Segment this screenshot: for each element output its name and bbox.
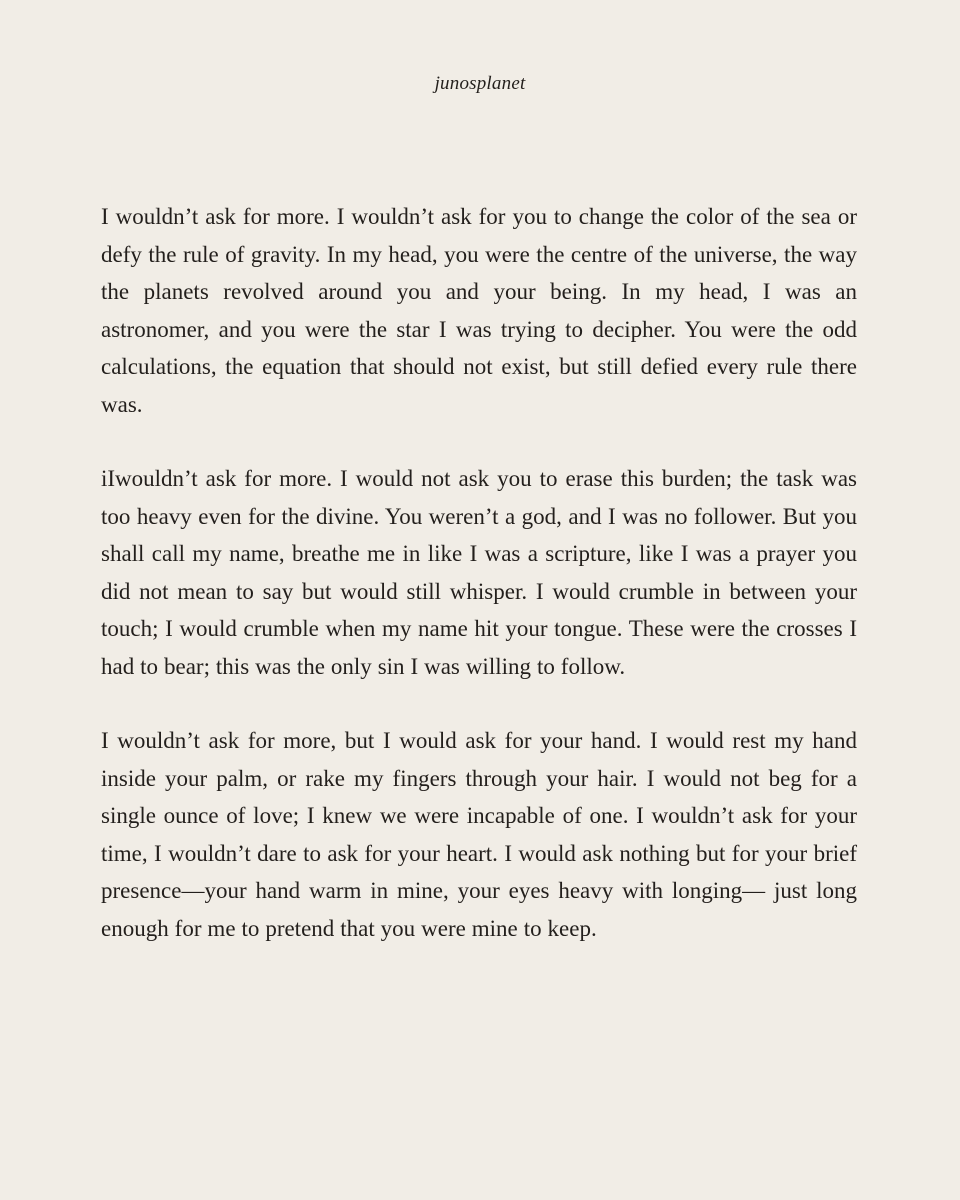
poem-paragraph-2: iIwouldn’t ask for more. I would not ask you to erase this burden; the task was too heavy even for the divine. You weren’t a god, and I was no follower. But you shall call my name, breathe me in like I was a scripture, like I was a prayer you did not mean to say but would still whisper. I would crumble in between your touch; I would crumble when my name hit your tongue. These were the crosses I had to bear; this was the only sin I was willing to follow. [101, 466, 857, 679]
author-handle: junosplanet [434, 73, 526, 94]
poem-paragraph-1: I wouldn’t ask for more. I wouldn’t ask for you to change the color of the sea or defy the rule of gravity. In my head, you were the centre of the universe, the way the planets revolved around you and your being. In my head, I was an astronomer, and you were the star I was trying to decipher. You were the odd calculations, the equation that should not exist, but still defied every rule there was. [101, 204, 857, 417]
poem-body [101, 198, 857, 947]
poem-paragraph-3: I wouldn’t ask for more, but I would ask for your hand. I would rest my hand inside your palm, or rake my fingers through your hair. I would not beg for a single ounce of love; I knew we were incapable of one. I wouldn’t ask for your time, I wouldn’t dare to ask for your heart. I would ask nothing but for your brief presence—your hand warm in mine, your eyes heavy with longing— just long enough for me to pretend that you were mine to keep. [101, 728, 857, 941]
